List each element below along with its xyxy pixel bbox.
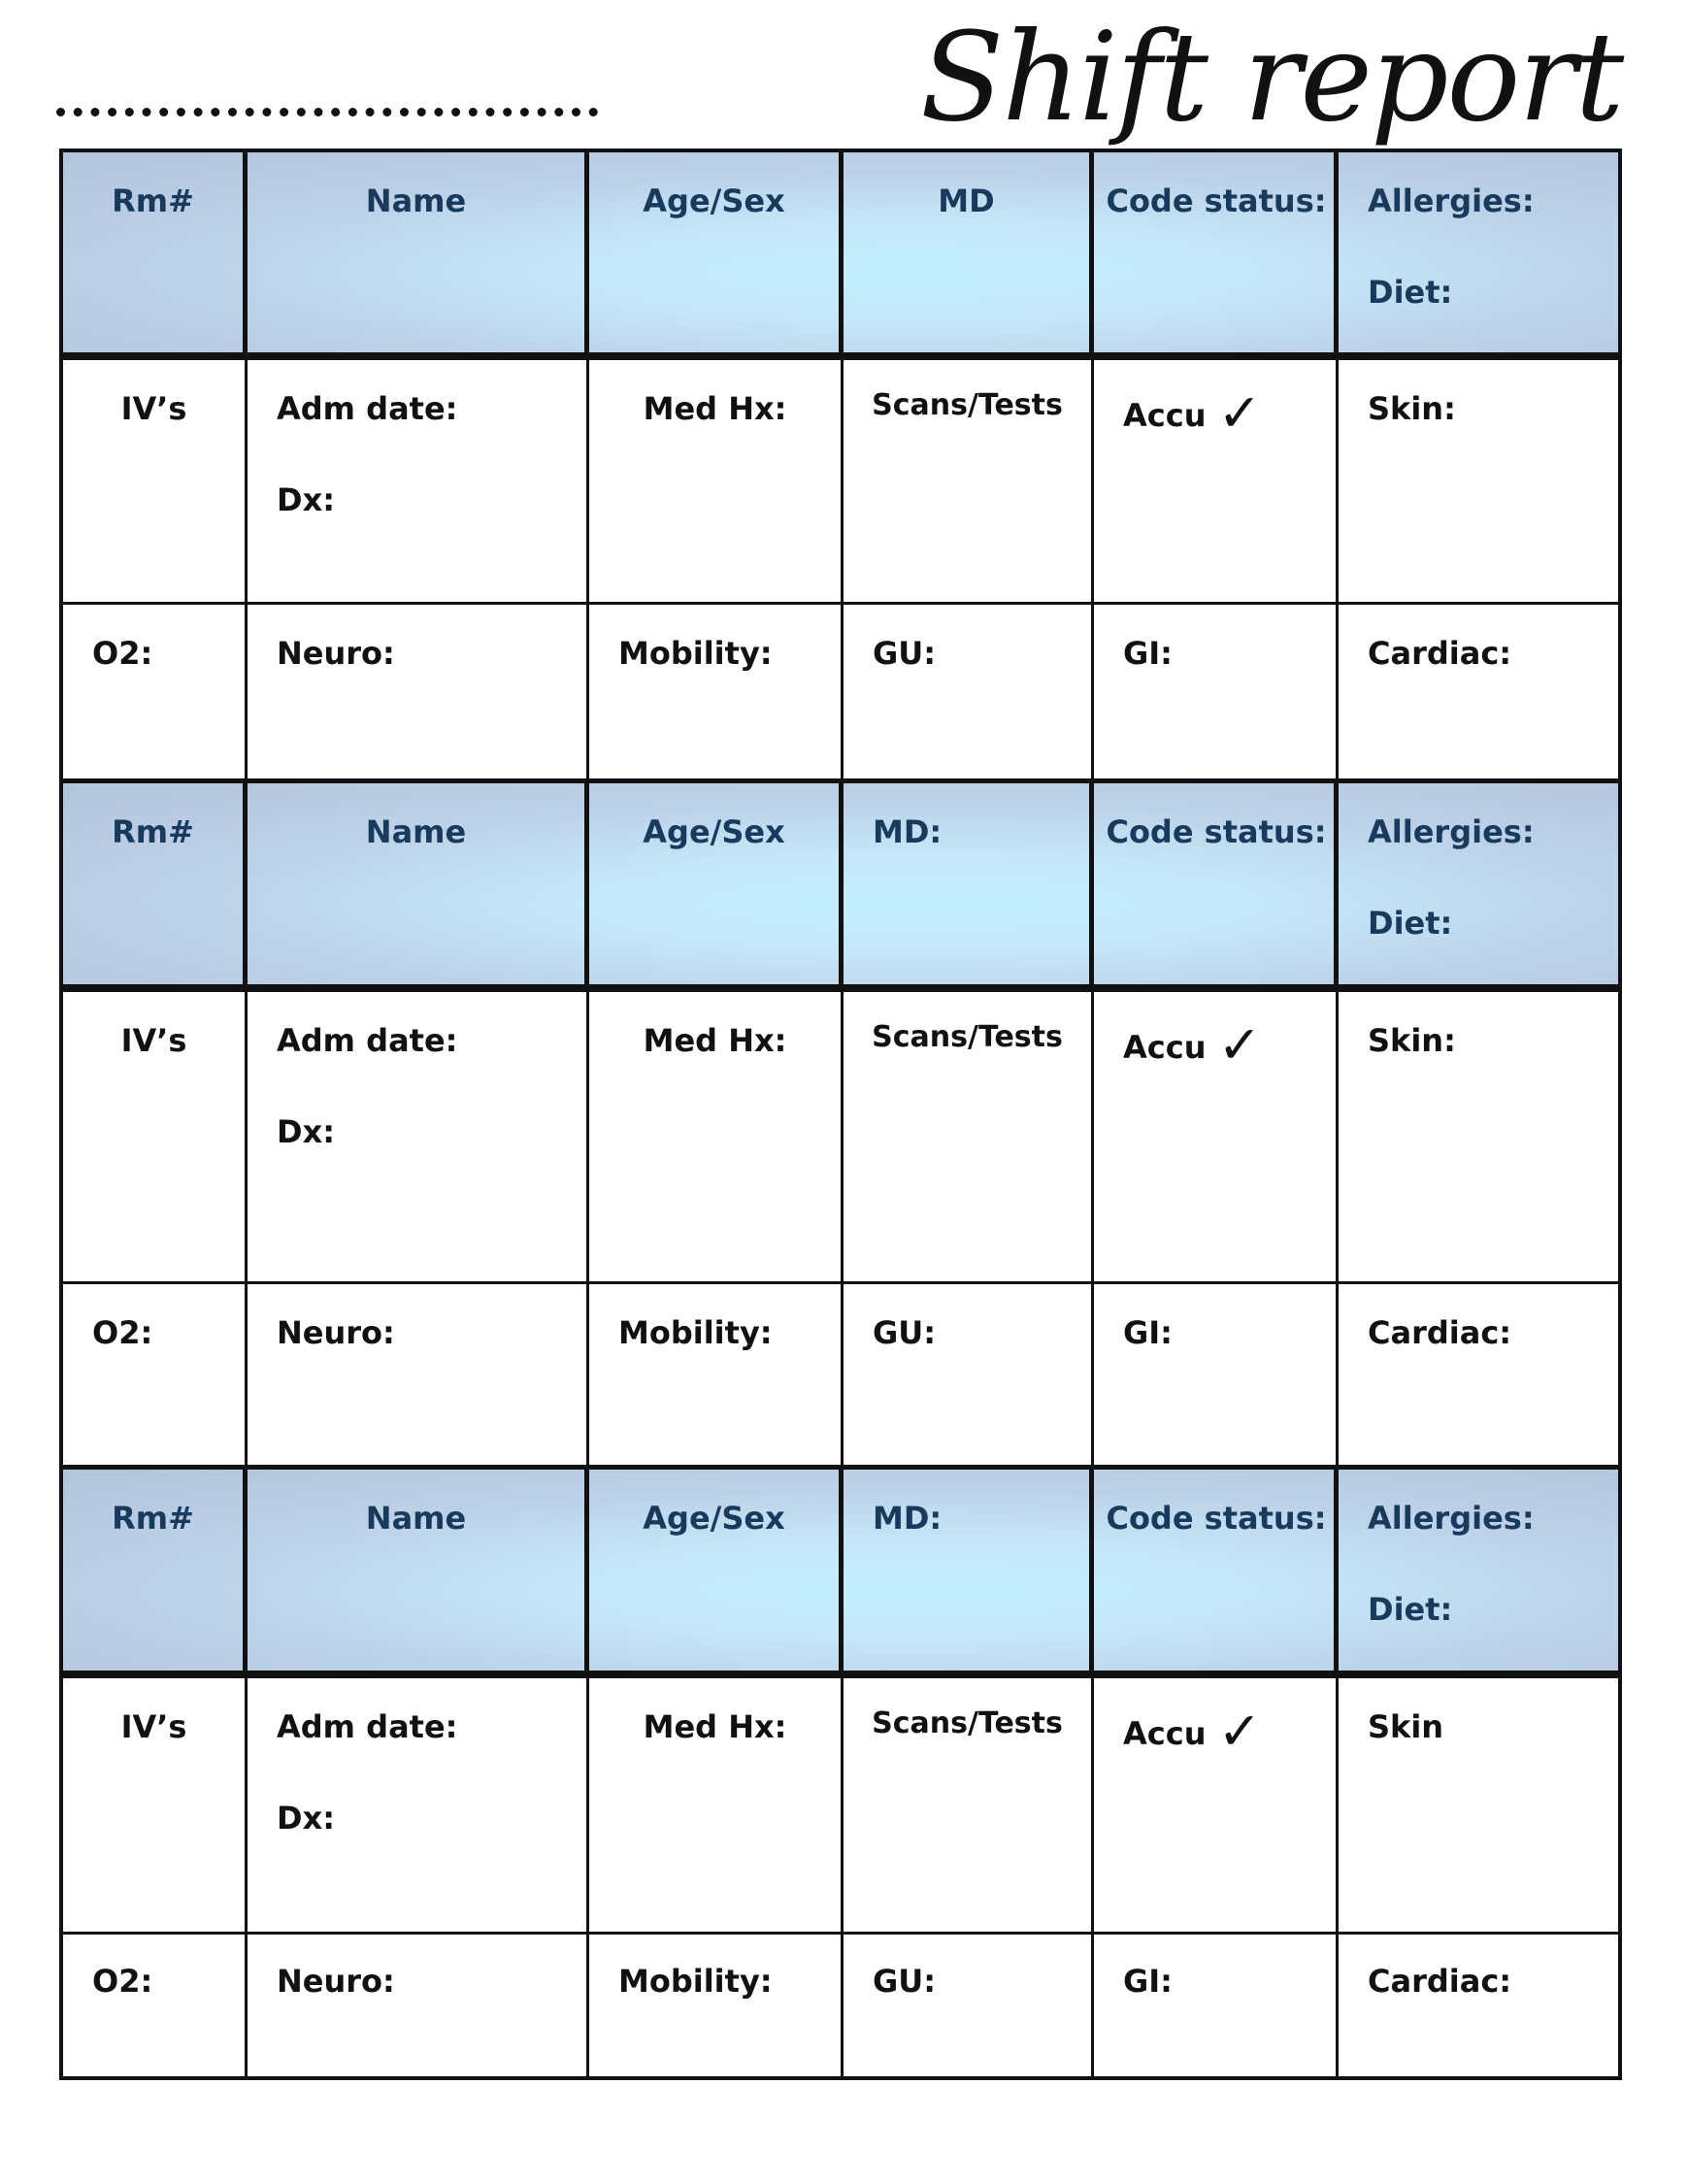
patient-details-row [63,357,1618,602]
accu-label [1123,1014,1262,1075]
ivs-label: IV’s [120,390,187,427]
med-hx-cell[interactable] [589,1678,844,1932]
o2-cell[interactable] [63,1935,248,2080]
allergies-label: Allergies: [1368,182,1535,219]
cardiac-label: Cardiac: [1368,1314,1512,1351]
mobility-cell[interactable] [589,605,844,778]
name-label: Name [365,813,467,850]
room-label: Rm# [112,182,194,219]
gi-label: GI: [1123,1314,1173,1351]
md-cell[interactable] [844,152,1094,352]
code-status-cell[interactable] [1094,783,1339,984]
room-label: Rm# [112,813,194,850]
code-status-cell[interactable] [1094,1470,1339,1671]
patient-details-row [63,1675,1618,1932]
checkmark-icon: ✓ [1217,1014,1262,1075]
gu-cell[interactable] [844,605,1094,778]
admission-dx-cell[interactable] [248,360,589,602]
name-line[interactable] [56,105,598,116]
systems-row [63,1932,1618,2080]
o2-cell[interactable] [63,605,248,778]
name-cell[interactable] [248,152,589,352]
mobility-cell[interactable] [589,1284,844,1465]
accu-cell[interactable] [1094,992,1339,1281]
cardiac-cell[interactable] [1339,605,1618,778]
med-hx-cell[interactable] [589,360,844,602]
neuro-cell[interactable] [248,1935,589,2080]
ivs-label: IV’s [120,1708,187,1745]
accu-text: Accu [1123,397,1207,434]
neuro-cell[interactable] [248,1284,589,1465]
ivs-label: IV’s [120,1022,187,1059]
mobility-cell[interactable] [589,1935,844,2080]
room-cell[interactable] [63,1470,248,1671]
mobility-label: Mobility: [618,635,773,672]
o2-label: O2: [92,1963,153,2000]
med-hx-cell[interactable] [589,992,844,1281]
scans-tests-label: Scans/Tests [872,1706,1063,1740]
md-cell[interactable] [844,783,1094,984]
page-title: Shift report [920,6,1623,149]
accu-text: Accu [1123,1029,1207,1066]
allergies-diet-cell[interactable] [1339,783,1618,984]
name-label: Name [365,1500,467,1537]
age-sex-cell[interactable] [589,152,844,352]
adm-date-label: Adm date: [277,1708,458,1745]
age-sex-label: Age/Sex [643,182,785,219]
mobility-label: Mobility: [618,1963,773,2000]
med-hx-label: Med Hx: [643,1022,787,1059]
md-cell[interactable] [844,1470,1094,1671]
mobility-label: Mobility: [618,1314,773,1351]
scans-tests-cell[interactable] [844,992,1094,1281]
adm-date-label: Adm date: [277,1022,458,1059]
gi-cell[interactable] [1094,1284,1339,1465]
gu-label: GU: [873,1963,937,2000]
gu-cell[interactable] [844,1284,1094,1465]
diet-label: Diet: [1368,274,1453,311]
skin-cell[interactable] [1339,1678,1618,1932]
room-cell[interactable] [63,152,248,352]
md-label: MD: [873,813,943,850]
scans-tests-cell[interactable] [844,360,1094,602]
gu-cell[interactable] [844,1935,1094,2080]
skin-label: Skin: [1368,1022,1456,1059]
patient-block-2 [63,783,1618,1465]
scans-tests-cell[interactable] [844,1678,1094,1932]
allergies-label: Allergies: [1368,813,1535,850]
diet-label: Diet: [1368,1591,1453,1628]
accu-label [1123,382,1262,444]
skin-label: Skin [1368,1708,1444,1745]
neuro-label: Neuro: [277,1314,395,1351]
age-sex-label: Age/Sex [643,813,785,850]
name-cell[interactable] [248,1470,589,1671]
cardiac-cell[interactable] [1339,1935,1618,2080]
dx-label: Dx: [277,1113,335,1150]
gu-label: GU: [873,1314,937,1351]
cardiac-label: Cardiac: [1368,1963,1512,2000]
md-label: MD [938,182,995,219]
neuro-label: Neuro: [277,635,395,672]
code-status-label: Code status: [1106,1500,1327,1537]
neuro-label: Neuro: [277,1963,395,2000]
patient-details-row [63,989,1618,1281]
patient-header-row [63,1470,1618,1675]
allergies-diet-cell[interactable] [1339,1470,1618,1671]
checkmark-icon: ✓ [1217,382,1262,444]
age-sex-cell[interactable] [589,1470,844,1671]
allergies-label: Allergies: [1368,1500,1535,1537]
cardiac-label: Cardiac: [1368,635,1512,672]
patient-header-row [63,152,1618,357]
age-sex-label: Age/Sex [643,1500,785,1537]
room-label: Rm# [112,1500,194,1537]
name-cell[interactable] [248,783,589,984]
patient-block-3 [63,1470,1618,2080]
admission-dx-cell[interactable] [248,1678,589,1932]
patient-header-row [63,783,1618,989]
dx-label: Dx: [277,1800,335,1837]
code-status-cell[interactable] [1094,152,1339,352]
o2-cell[interactable] [63,1284,248,1465]
scans-tests-label: Scans/Tests [872,388,1063,422]
skin-label: Skin: [1368,390,1456,427]
med-hx-label: Med Hx: [643,390,787,427]
diet-label: Diet: [1368,905,1453,942]
ivs-cell[interactable] [63,992,248,1281]
cardiac-cell[interactable] [1339,1284,1618,1465]
skin-cell[interactable] [1339,992,1618,1281]
neuro-cell[interactable] [248,605,589,778]
admission-dx-cell[interactable] [248,992,589,1281]
age-sex-cell[interactable] [589,783,844,984]
systems-row [63,602,1618,778]
name-label: Name [365,182,467,219]
gi-label: GI: [1123,635,1173,672]
patient-block-1 [63,152,1618,778]
gi-label: GI: [1123,1963,1173,2000]
ivs-cell[interactable] [63,360,248,602]
accu-cell[interactable] [1094,360,1339,602]
checkmark-icon: ✓ [1217,1701,1262,1762]
accu-label [1123,1701,1262,1762]
scans-tests-label: Scans/Tests [872,1020,1063,1054]
gu-label: GU: [873,635,937,672]
gi-cell[interactable] [1094,605,1339,778]
ivs-cell[interactable] [63,1678,248,1932]
accu-text: Accu [1123,1715,1207,1752]
shift-report-grid [59,149,1622,2080]
gi-cell[interactable] [1094,1935,1339,2080]
room-cell[interactable] [63,783,248,984]
o2-label: O2: [92,635,153,672]
skin-cell[interactable] [1339,360,1618,602]
accu-cell[interactable] [1094,1678,1339,1932]
o2-label: O2: [92,1314,153,1351]
md-label: MD: [873,1500,943,1537]
systems-row [63,1281,1618,1465]
code-status-label: Code status: [1106,813,1327,850]
code-status-label: Code status: [1106,182,1327,219]
dx-label: Dx: [277,481,335,518]
med-hx-label: Med Hx: [643,1708,787,1745]
adm-date-label: Adm date: [277,390,458,427]
allergies-diet-cell[interactable] [1339,152,1618,352]
